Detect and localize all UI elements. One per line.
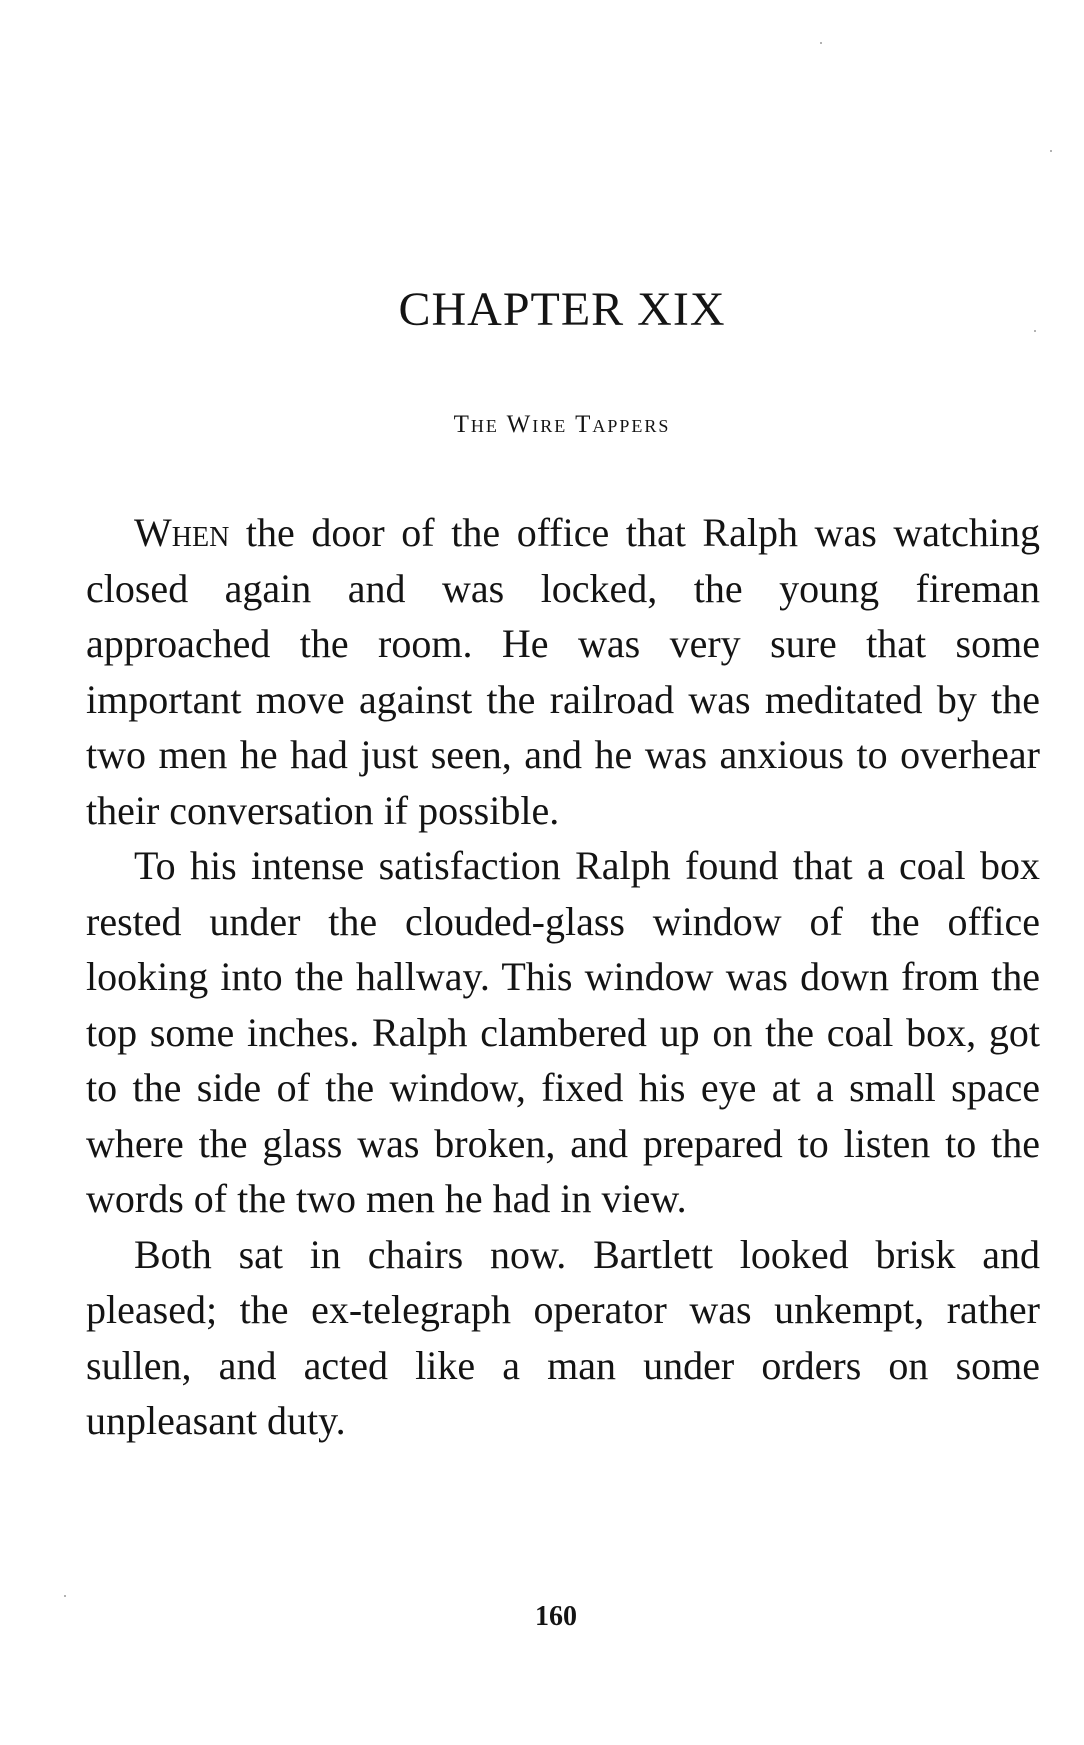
chapter-body — [86, 505, 1040, 1449]
paragraph-3-text: Both sat in chairs now. Bartlett looked brisk and pleased; the ex-telegraph operator was unkempt, rather sullen, and acted like a man under orders on some unpleasant duty. — [86, 1231, 1040, 1443]
page-number: 160 — [535, 1601, 577, 1632]
chapter-subtitle: The Wire Tappers — [453, 411, 671, 438]
paragraph-2 — [86, 838, 1040, 1227]
chapter-title: CHAPTER XIX — [398, 283, 726, 336]
paragraph-1-text: the door of the office that Ralph was watching closed again and was locked, the young fireman approached the room. He was very sure that some important move against the railroad was meditated by the two men he had just seen, and he was anxious to overhear their conversation if possible. — [86, 510, 1040, 833]
paragraph-2-text: To his intense satisfaction Ralph found that a coal box rested under the clouded-glass window of the office looking into the hallway. This window was down from the top some inches. Ralph clambered up on the coal box, got to the side of the window, fixed his eye at a small space where the glass was broken, and prepared to listen to the words of the two men he had in view. — [86, 843, 1040, 1221]
scan-speck — [64, 1595, 66, 1597]
paragraph-1 — [86, 505, 1040, 838]
paragraph-1-lead: When — [134, 510, 230, 555]
paragraph-3 — [86, 1227, 1040, 1449]
scan-speck — [1034, 330, 1036, 332]
scan-speck — [820, 42, 822, 44]
scan-speck — [1050, 150, 1052, 152]
